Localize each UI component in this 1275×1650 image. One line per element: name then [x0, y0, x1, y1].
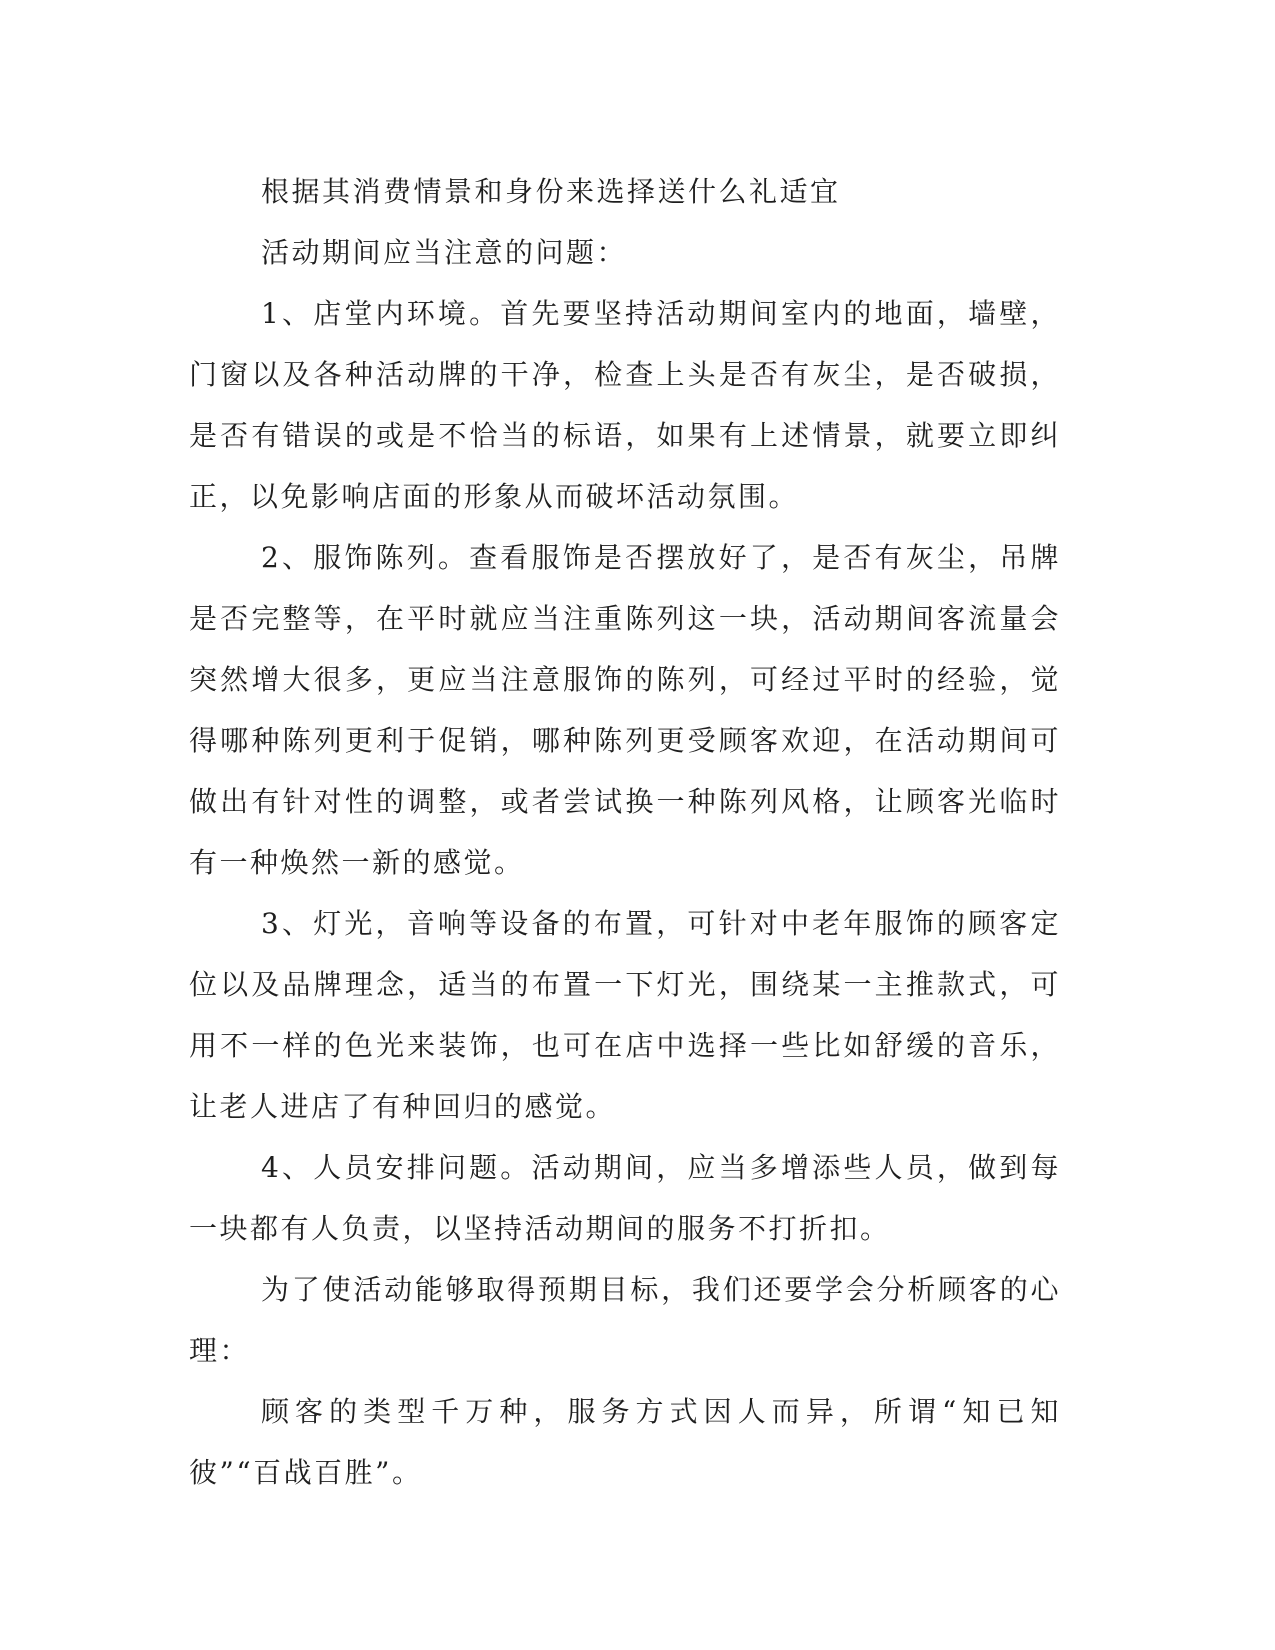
paragraph-notes-heading: 活动期间应当注意的问题： — [261, 236, 628, 269]
paragraph-customer-psychology: 为了使活动能够取得预期目标，我们还要学会分析顾客的心理： — [189, 1273, 1061, 1367]
paragraph-gift-selection: 根据其消费情景和身份来选择送什么礼适宜 — [261, 175, 841, 208]
paragraph-staffing: 4、人员安排问题。活动期间，应当多增添些人员，做到每一块都有人负责，以坚持活动期间的服务不打折扣。 — [189, 1151, 1061, 1245]
paragraph-store-environment: 1、店堂内环境。首先要坚持活动期间室内的地面，墙壁，门窗以及各种活动牌的干净，检查上头是否有灰尘，是否破损，是否有错误的或是不恰当的标语，如果有上述情景，就要立即纠正，以免影响店面的形象从而破坏活动氛围。 — [189, 297, 1061, 513]
paragraph-customer-types: 顾客的类型千万种，服务方式因人而异，所谓“知已知彼”“百战百胜”。 — [189, 1395, 1061, 1489]
paragraph-lighting-sound: 3、灯光，音响等设备的布置，可针对中老年服饰的顾客定位以及品牌理念，适当的布置一下灯光，围绕某一主推款式，可用不一样的色光来装饰，也可在店中选择一些比如舒缓的音乐，让老人进店了有种回归的感觉。 — [189, 907, 1061, 1123]
document-body — [189, 161, 1061, 1503]
paragraph-clothing-display: 2、服饰陈列。查看服饰是否摆放好了，是否有灰尘，吊牌是否完整等，在平时就应当注重陈列这一块，活动期间客流量会突然增大很多，更应当注意服饰的陈列，可经过平时的经验，觉得哪种陈列更利于促销，哪种陈列更受顾客欢迎，在活动期间可做出有针对性的调整，或者尝试换一种陈列风格，让顾客光临时有一种焕然一新的感觉。 — [189, 541, 1061, 879]
